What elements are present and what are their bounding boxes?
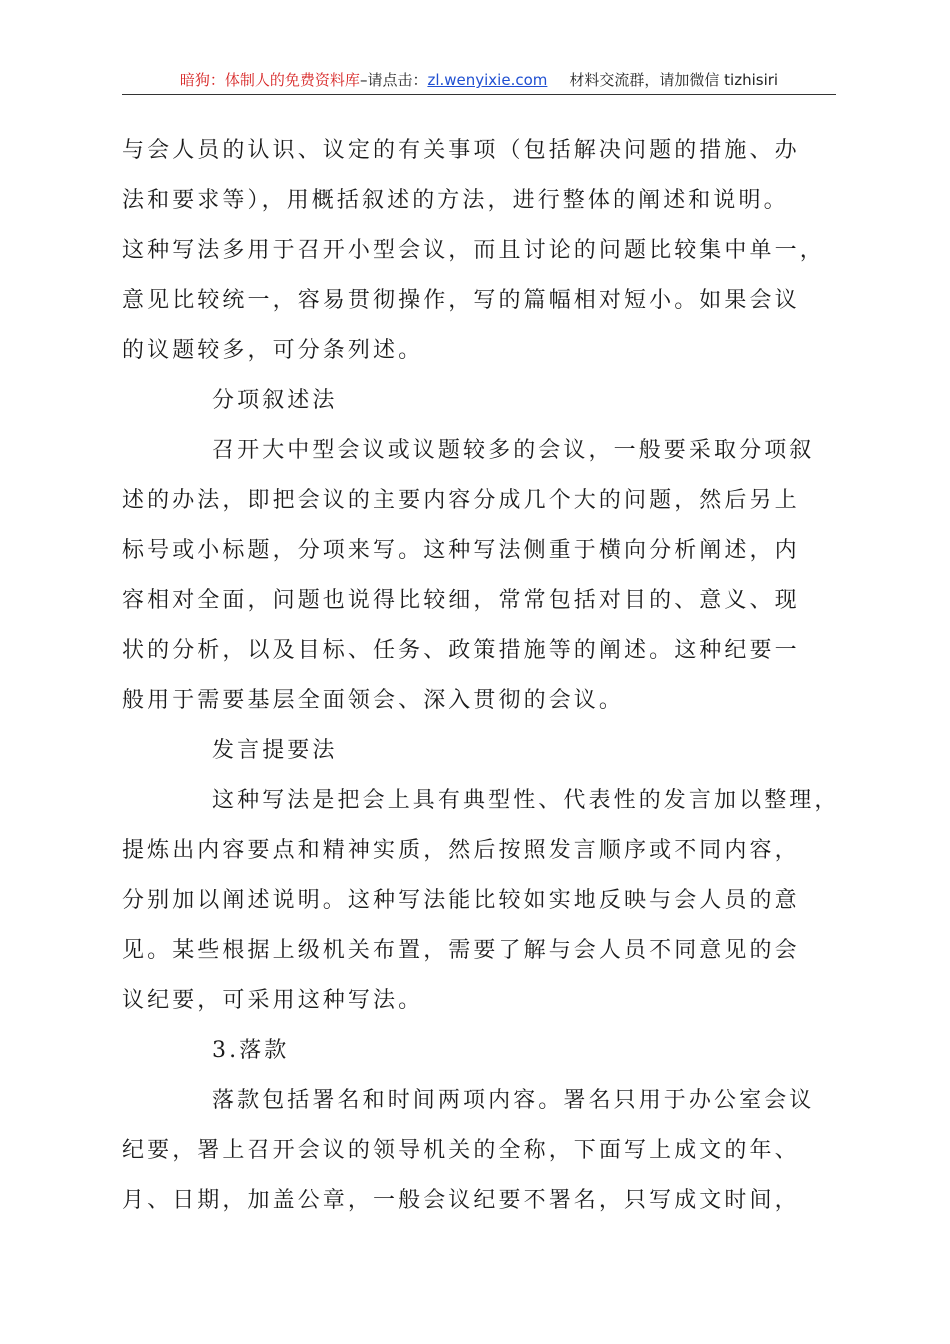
header-wechat-note: 材料交流群，请加微信 tizhisiri xyxy=(569,71,779,89)
header-brand: 暗狗：体制人的免费资料库 xyxy=(179,71,360,89)
section-heading: 分项叙述法 xyxy=(212,388,338,413)
text-line: 提炼出内容要点和精神实质，然后按照发言顺序或不同内容， xyxy=(122,838,800,863)
text-line: 分别加以阐述说明。这种写法能比较如实地反映与会人员的意 xyxy=(122,888,800,913)
paragraph-start: 落款包括署名和时间两项内容。署名只用于办公室会议 xyxy=(212,1088,815,1113)
text-line: 容相对全面，问题也说得比较细，常常包括对目的、意义、现 xyxy=(122,588,800,613)
page-header xyxy=(122,66,836,95)
paragraph-start: 这种写法是把会上具有典型性、代表性的发言加以整理， xyxy=(212,788,840,813)
text-line: 标号或小标题，分项来写。这种写法侧重于横向分析阐述，内 xyxy=(122,538,800,563)
text-line: 议纪要，可采用这种写法。 xyxy=(122,988,424,1013)
text-line: 与会人员的认识、议定的有关事项（包括解决问题的措施、办 xyxy=(122,138,800,163)
text-line: 般用于需要基层全面领会、深入贯彻的会议。 xyxy=(122,688,625,713)
header-link[interactable]: zl.wenyixie.com xyxy=(427,71,548,89)
text-line: 状的分析，以及目标、任务、政策措施等的阐述。这种纪要一 xyxy=(122,638,800,663)
text-line: 纪要，署上召开会议的领导机关的全称，下面写上成文的年、 xyxy=(122,1138,800,1163)
document-body xyxy=(122,126,840,1226)
text-line: 述的办法，即把会议的主要内容分成几个大的问题，然后另上 xyxy=(122,488,800,513)
section-heading: 3.落款 xyxy=(212,1038,290,1063)
text-line: 法和要求等），用概括叙述的方法，进行整体的阐述和说明。 xyxy=(122,188,789,213)
text-line: 月、日期，加盖公章，一般会议纪要不署名，只写成文时间， xyxy=(122,1188,800,1213)
text-line: 的议题较多，可分条列述。 xyxy=(122,338,424,363)
section-heading: 发言提要法 xyxy=(212,738,338,763)
header-click-prompt: –请点击： xyxy=(359,71,428,89)
text-line: 意见比较统一，容易贯彻操作，写的篇幅相对短小。如果会议 xyxy=(122,288,800,313)
text-line: 见。某些根据上级机关布置，需要了解与会人员不同意见的会 xyxy=(122,938,800,963)
text-line: 这种写法多用于召开小型会议，而且讨论的问题比较集中单一， xyxy=(122,238,825,263)
paragraph-start: 召开大中型会议或议题较多的会议，一般要采取分项叙 xyxy=(212,438,815,463)
